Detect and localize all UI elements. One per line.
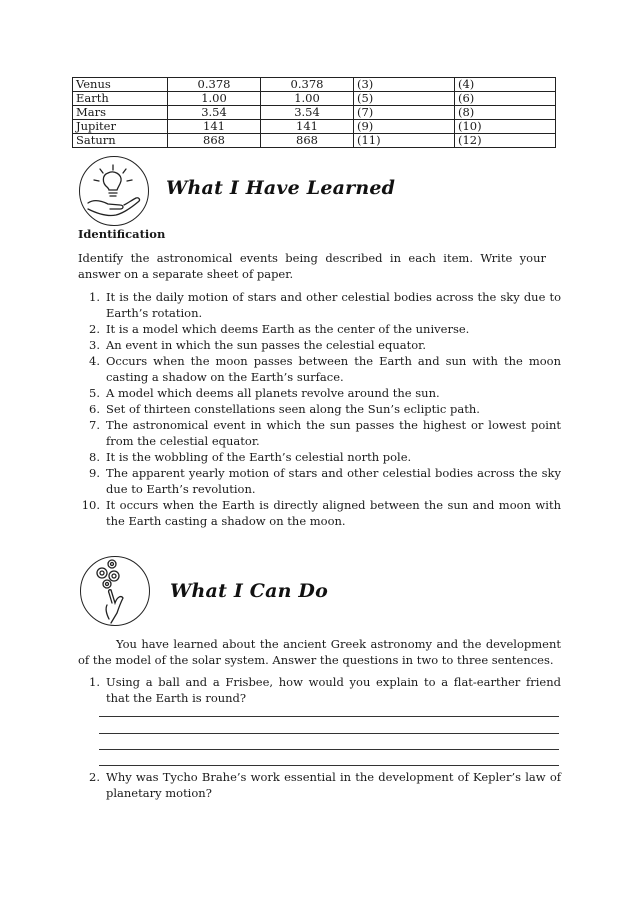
lightbulb-hand-icon — [79, 156, 149, 226]
table-row — [73, 120, 556, 134]
table-cell: Saturn — [73, 134, 168, 148]
table-cell: 3.54 — [261, 106, 354, 120]
table-cell: 141 — [168, 120, 261, 134]
item-number: 10. — [81, 498, 100, 512]
question-text: Using a ball and a Frisbee, how would you explain to a flat-earther friend that the Earth is round? — [106, 675, 561, 705]
item-number: 1. — [89, 290, 100, 304]
item-text: It is a model which deems Earth as the center of the universe. — [106, 322, 470, 336]
answer-line[interactable] — [99, 749, 559, 750]
question-2 — [78, 769, 561, 801]
item-number: 3. — [89, 338, 100, 352]
question-number: 1. — [89, 675, 100, 689]
table-cell: 0.378 — [168, 78, 261, 92]
question-number: 2. — [89, 770, 100, 784]
planet-table-body — [73, 78, 556, 148]
table-cell: Jupiter — [73, 120, 168, 134]
answer-line[interactable] — [99, 716, 559, 717]
item-text: It occurs when the Earth is directly aligned between the sun and moon with the Earth casting a shadow on the moon. — [106, 498, 561, 528]
table-cell: 868 — [168, 134, 261, 148]
list-item — [78, 449, 561, 465]
table-row — [73, 106, 556, 120]
section-heading-cando: What I Can Do — [170, 580, 328, 602]
list-item — [78, 417, 561, 449]
list-item — [78, 353, 561, 385]
item-text: A model which deems all planets revolve around the sun. — [106, 386, 440, 400]
table-row — [73, 134, 556, 148]
table-cell: (7) — [354, 106, 455, 120]
table-cell: (5) — [354, 92, 455, 106]
item-text: It is the daily motion of stars and other celestial bodies across the sky due to Earth’s rotation. — [106, 290, 561, 320]
item-number: 8. — [89, 450, 100, 464]
table-row — [73, 78, 556, 92]
table-cell: 0.378 — [261, 78, 354, 92]
table-cell: Venus — [73, 78, 168, 92]
item-text: An event in which the sun passes the celestial equator. — [106, 338, 427, 352]
table-cell: 3.54 — [168, 106, 261, 120]
item-number: 4. — [89, 354, 100, 368]
table-cell: (11) — [354, 134, 455, 148]
table-cell: (10) — [455, 120, 556, 134]
item-text: Set of thirteen constellations seen along the Sun’s ecliptic path. — [106, 402, 480, 416]
list-item — [78, 401, 561, 417]
table-cell: (6) — [455, 92, 556, 106]
table-cell: 1.00 — [261, 92, 354, 106]
planet-table — [72, 77, 556, 148]
table-cell: (8) — [455, 106, 556, 120]
gears-hand-icon — [80, 556, 150, 626]
cando-intro: You have learned about the ancient Greek astronomy and the development of the model of the solar system. Answer the questions in two to three sentences. — [78, 637, 561, 667]
question-1 — [78, 674, 561, 706]
list-item — [78, 385, 561, 401]
table-cell: 1.00 — [168, 92, 261, 106]
instructions-text: Identify the astronomical events being described in each item. Write your answer on a separate sheet of paper. — [78, 251, 546, 281]
list-item — [78, 321, 561, 337]
table-cell: (4) — [455, 78, 556, 92]
table-cell: (3) — [354, 78, 455, 92]
item-number: 6. — [89, 402, 100, 416]
list-item — [78, 289, 561, 321]
item-text: It is the wobbling of the Earth’s celestial north pole. — [106, 450, 412, 464]
table-cell: (12) — [455, 134, 556, 148]
item-text: Occurs when the moon passes between the Earth and sun with the moon casting a shadow on the Earth’s surface. — [106, 354, 561, 384]
answer-line[interactable] — [99, 765, 559, 766]
item-text: The astronomical event in which the sun passes the highest or lowest point from the celestial equator. — [106, 418, 561, 448]
item-number: 2. — [89, 322, 100, 336]
item-number: 7. — [89, 418, 100, 432]
list-item — [78, 465, 561, 497]
table-cell: Earth — [73, 92, 168, 106]
list-item — [78, 337, 561, 353]
item-number: 5. — [89, 386, 100, 400]
question-text: Why was Tycho Brahe’s work essential in the development of Kepler’s law of planetary motion? — [106, 770, 561, 800]
table-cell: 868 — [261, 134, 354, 148]
subheading-identification: Identification — [78, 227, 166, 241]
table-cell: Mars — [73, 106, 168, 120]
item-text: The apparent yearly motion of stars and other celestial bodies across the sky due to Earth’s revolution. — [106, 466, 561, 496]
identification-list — [78, 289, 561, 529]
table-cell: (9) — [354, 120, 455, 134]
item-number: 9. — [89, 466, 100, 480]
answer-line[interactable] — [99, 733, 559, 734]
list-item — [78, 497, 561, 529]
section-heading-learned: What I Have Learned — [166, 177, 396, 199]
table-cell: 141 — [261, 120, 354, 134]
table-row — [73, 92, 556, 106]
